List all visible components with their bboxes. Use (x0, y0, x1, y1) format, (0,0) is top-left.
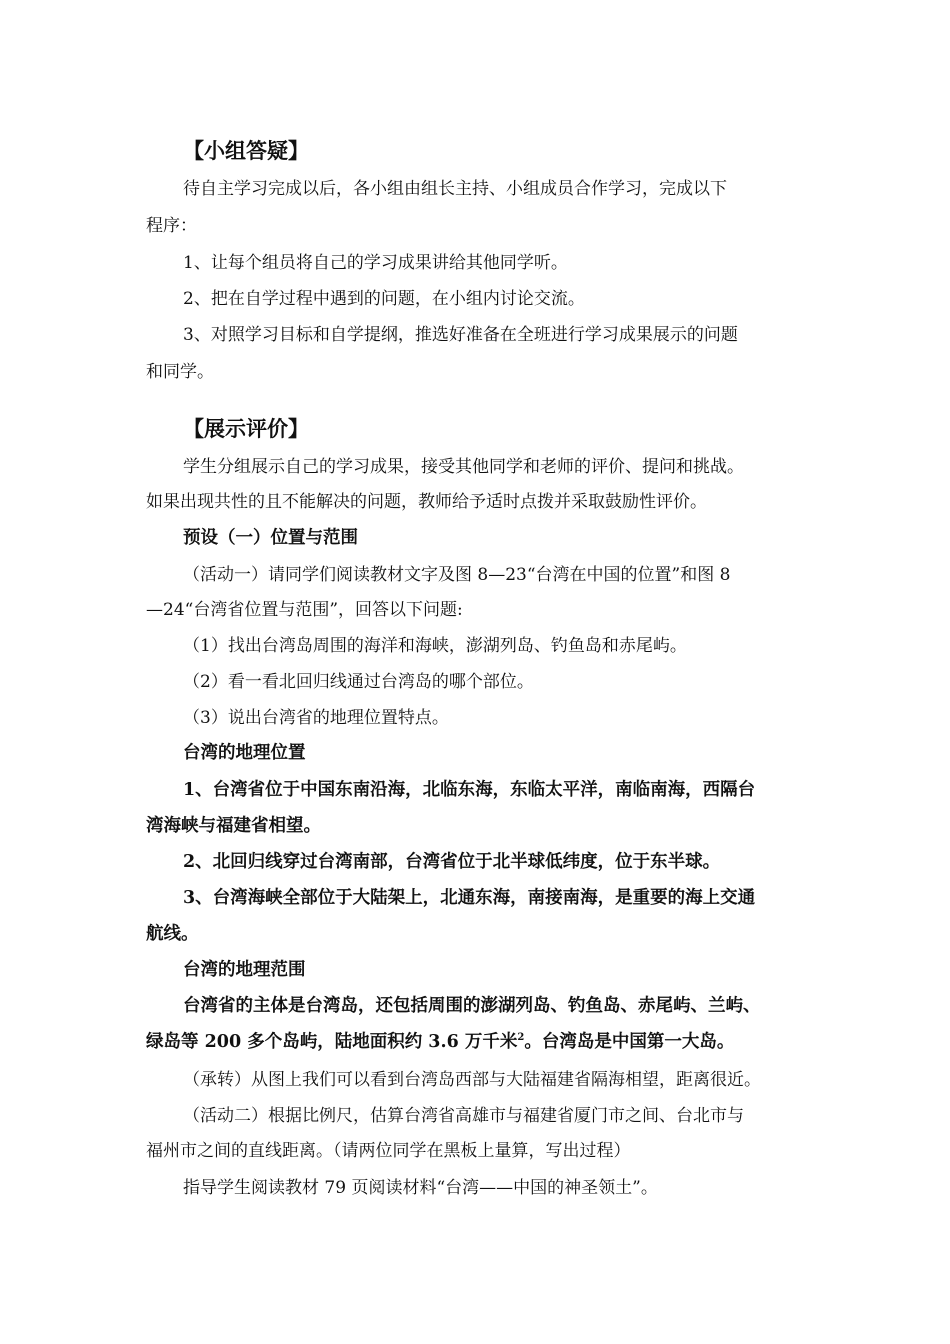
subheading-location: 台湾的地理位置 (183, 743, 306, 763)
subheading-preset: 预设（一）位置与范围 (183, 528, 358, 548)
bold-line: 3、台湾海峡全部位于大陆架上，北通东海，南接南海，是重要的海上交通 (183, 888, 756, 908)
paragraph-line: （活动一）请同学们阅读教材文字及图 8—23“台湾在中国的位置”和图 8 (183, 565, 731, 585)
paragraph-line: 待自主学习完成以后，各小组由组长主持、小组成员合作学习，完成以下 (183, 179, 727, 199)
list-item: 3、对照学习目标和自学提纲，推选好准备在全班进行学习成果展示的问题 (183, 325, 738, 345)
bold-line-area (146, 1034, 734, 1052)
paragraph-line: 福州市之间的直线距离。（请两位同学在黑板上量算，写出过程） (146, 1141, 631, 1161)
bold-line: 湾海峡与福建省相望。 (146, 816, 321, 836)
paragraph-line: —24“台湾省位置与范围”，回答以下问题: (146, 600, 463, 620)
list-item: 2、把在自学过程中遇到的问题，在小组内讨论交流。 (183, 289, 585, 309)
paragraph-line: 程序： (146, 216, 197, 236)
bold-line: 2、北回归线穿过台湾南部，台湾省位于北半球低纬度，位于东半球。 (183, 852, 721, 872)
area-text-end: 。台湾岛是中国第一大岛。 (524, 1032, 735, 1052)
bold-line: 航线。 (146, 924, 199, 944)
section-heading-group-qa: 【小组答疑】 (183, 139, 309, 163)
subheading-range: 台湾的地理范围 (183, 960, 306, 980)
paragraph-line: 如果出现共性的且不能解决的问题，教师给予适时点拨并采取鼓励性评价。 (146, 492, 707, 512)
paragraph-line: 学生分组展示自己的学习成果，接受其他同学和老师的评价、提问和挑战。 (183, 457, 744, 477)
paragraph-line: 指导学生阅读教材 79 页阅读材料“台湾——中国的神圣领土”。 (183, 1178, 658, 1198)
question-item: （3）说出台湾省的地理位置特点。 (183, 708, 449, 728)
area-text: 绿岛等 200 多个岛屿，陆地面积约 3.6 万千米 (146, 1032, 518, 1052)
list-item: 1、让每个组员将自己的学习成果讲给其他同学听。 (183, 253, 568, 273)
superscript: 2 (517, 1032, 525, 1044)
paragraph-line: （承转）从图上我们可以看到台湾岛西部与大陆福建省隔海相望，距离很近。 (183, 1070, 761, 1090)
paragraph-line: （活动二）根据比例尺，估算台湾省高雄市与福建省厦门市之间、台北市与 (183, 1106, 744, 1126)
bold-line: 台湾省的主体是台湾岛，还包括周围的澎湖列岛、钓鱼岛、赤尾屿、兰屿、 (183, 996, 761, 1016)
section-heading-display-eval: 【展示评价】 (183, 417, 309, 441)
question-item: （2）看一看北回归线通过台湾岛的哪个部位。 (183, 672, 534, 692)
paragraph-line: 和同学。 (146, 362, 214, 382)
question-item: （1）找出台湾岛周围的海洋和海峡，澎湖列岛、钓鱼岛和赤尾屿。 (183, 636, 687, 656)
bold-line: 1、台湾省位于中国东南沿海，北临东海，东临太平洋，南临南海，西隔台 (183, 780, 756, 800)
